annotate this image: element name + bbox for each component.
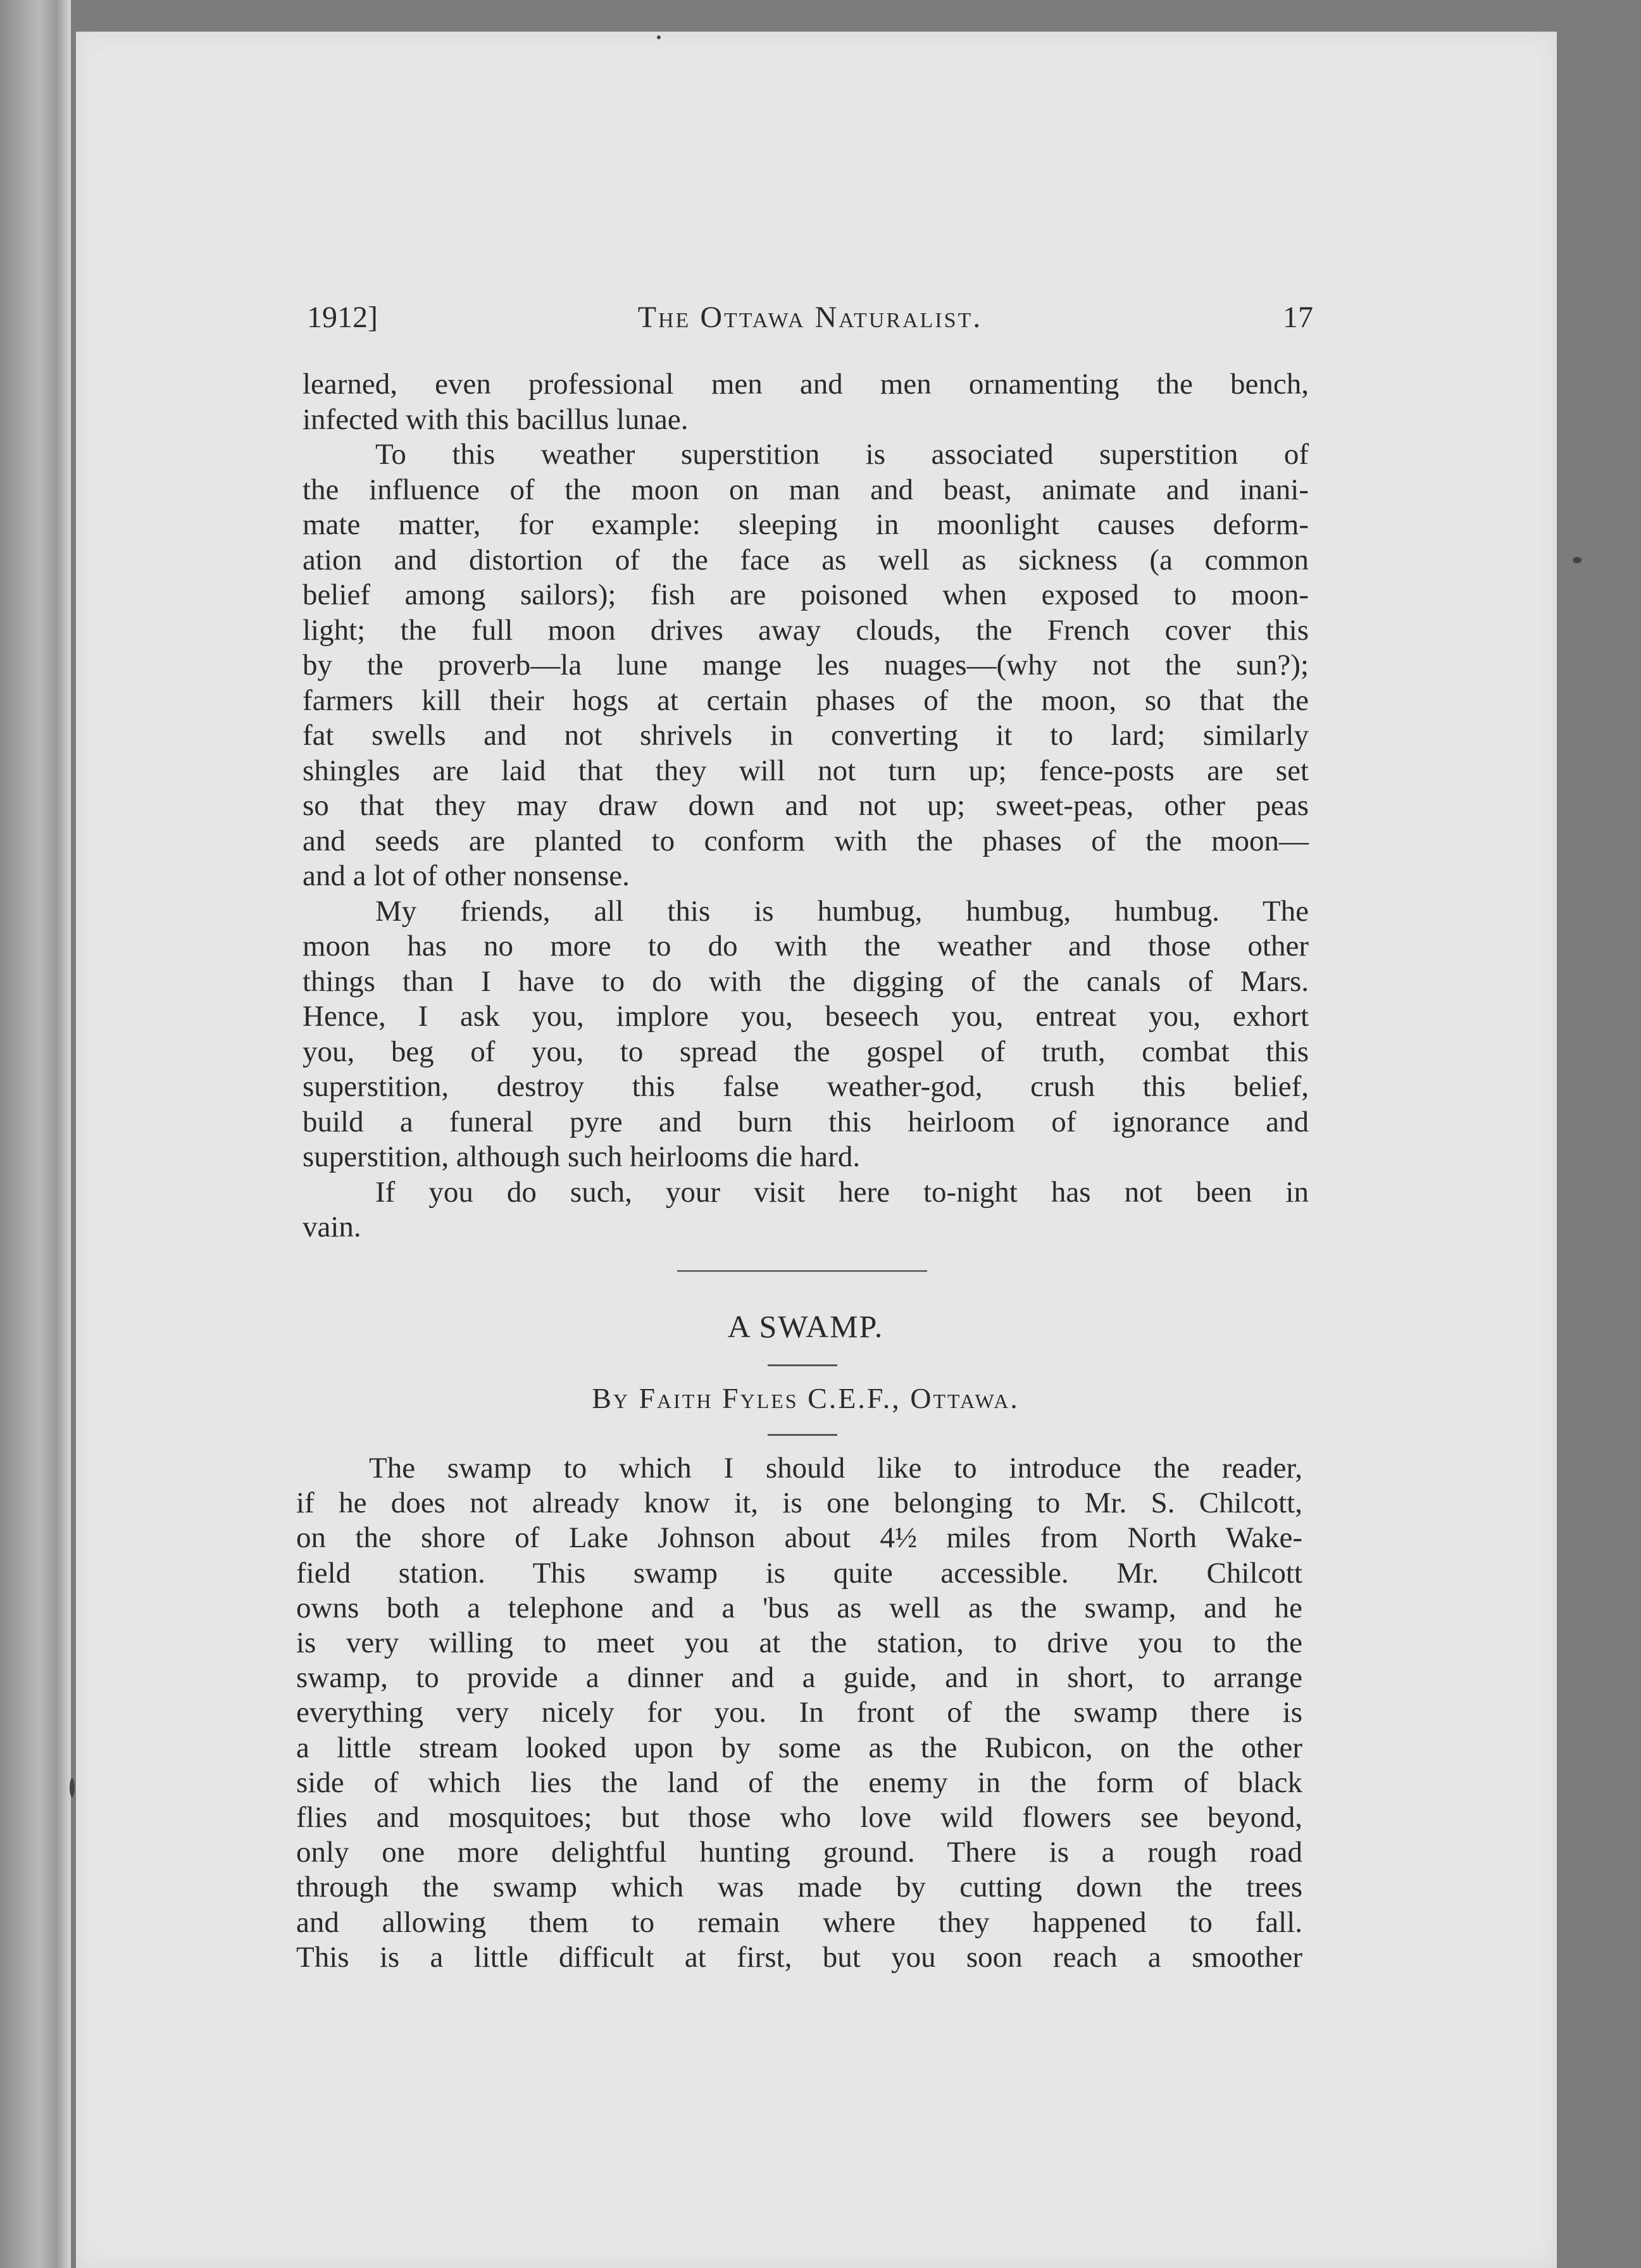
text-line: farmers kill their hogs at certain phases of the moon, so that the xyxy=(303,683,1309,717)
text-line: learned, even professional men and men ornamenting the bench, xyxy=(303,368,1309,401)
text-line: things than I have to do with the digging of the canals of Mars. xyxy=(303,964,1309,998)
text-line: everything very nicely for you. In front of the swamp there is xyxy=(296,1696,1302,1729)
book-spine-edge xyxy=(0,0,71,2268)
text-line: so that they may draw down and not up; sweet-peas, other peas xyxy=(303,789,1309,822)
text-line: through the swamp which was made by cutting down the trees xyxy=(296,1871,1302,1904)
text-line: field station. This swamp is quite accessible. Mr. Chilcott xyxy=(296,1556,1302,1590)
text-line: Hence, I ask you, implore you, beseech you, entreat you, exhort xyxy=(303,1000,1309,1033)
text-line: flies and mosquitoes; but those who love wild flowers see beyond, xyxy=(296,1801,1302,1835)
text-line: fat swells and not shrivels in converting it to lard; similarly xyxy=(303,719,1309,752)
title-underline xyxy=(768,1364,837,1366)
text-line: mate matter, for example: sleeping in moonlight causes deform- xyxy=(303,508,1309,541)
article-continuation xyxy=(303,367,1309,1245)
text-line: is very willing to meet you at the station, to drive you to the xyxy=(296,1626,1302,1660)
text-line: infected with this bacillus lunae. xyxy=(303,402,689,436)
speck xyxy=(657,35,661,39)
text-line: build a funeral pyre and burn this heirloom of ignorance and xyxy=(303,1105,1309,1138)
text-line: you, beg of you, to spread the gospel of truth, combat this xyxy=(303,1035,1309,1068)
text-line: and allowing them to remain where they happened to fall. xyxy=(296,1905,1302,1939)
text-line: moon has no more to do with the weather and those other xyxy=(303,930,1309,963)
article-title: A SWAMP. xyxy=(727,1309,884,1344)
text-line: by the proverb—la lune mange les nuages—(why not the sun?); xyxy=(303,649,1309,682)
section-divider xyxy=(677,1270,927,1272)
text-line: superstition, destroy this false weather-god, crush this belief, xyxy=(303,1070,1309,1103)
text-line: owns both a telephone and a 'bus as well as the swamp, and he xyxy=(296,1591,1302,1624)
text-line: light; the full moon drives away clouds, the French cover this xyxy=(303,613,1309,647)
text-line: To this weather superstition is associated superstition of xyxy=(375,438,1309,471)
text-line: If you do such, your visit here to-night has not been in xyxy=(375,1175,1309,1209)
text-line: belief among sailors); fish are poisoned when exposed to moon- xyxy=(303,578,1309,611)
text-line: superstition, although such heirlooms die hard. xyxy=(303,1140,861,1173)
text-line: on the shore of Lake Johnson about 4½ miles from North Wake- xyxy=(296,1521,1302,1555)
text-line: swamp, to provide a dinner and a guide, and in short, to arrange xyxy=(296,1661,1302,1695)
running-header xyxy=(307,300,1313,338)
text-line: and seeds are planted to conform with the phases of the moon— xyxy=(303,824,1309,857)
journal-title: The Ottawa Naturalist. xyxy=(637,301,983,334)
page-number: 17 xyxy=(1283,301,1313,334)
text-line: The swamp to which I should like to introduce the reader, xyxy=(369,1452,1302,1485)
text-line: the influence of the moon on man and beast, animate and inani- xyxy=(303,473,1309,506)
article-body xyxy=(296,1451,1302,1975)
byline-underline xyxy=(768,1434,837,1436)
text-line: a little stream looked upon by some as the Rubicon, on the other xyxy=(296,1731,1302,1764)
text-line: ation and distortion of the face as well as sickness (a common xyxy=(303,543,1309,576)
text-line: and a lot of other nonsense. xyxy=(303,859,630,892)
text-line: if he does not already know it, is one belonging to Mr. S. Chilcott, xyxy=(296,1486,1302,1520)
speck xyxy=(1573,557,1582,563)
text-line: side of which lies the land of the enemy in the form of black xyxy=(296,1766,1302,1799)
article-byline: By Faith Fyles C.E.F., Ottawa. xyxy=(592,1382,1020,1414)
text-line: only one more delightful hunting ground. There is a rough road xyxy=(296,1836,1302,1869)
speck xyxy=(70,1778,75,1797)
header-year: 1912] xyxy=(307,301,378,334)
text-line: shingles are laid that they will not turn up; fence-posts are set xyxy=(303,754,1309,787)
text-line: vain. xyxy=(303,1211,361,1243)
text-line: My friends, all this is humbug, humbug, humbug. The xyxy=(375,894,1309,928)
text-line: This is a little difficult at first, but you soon reach a smoother xyxy=(296,1940,1302,1974)
